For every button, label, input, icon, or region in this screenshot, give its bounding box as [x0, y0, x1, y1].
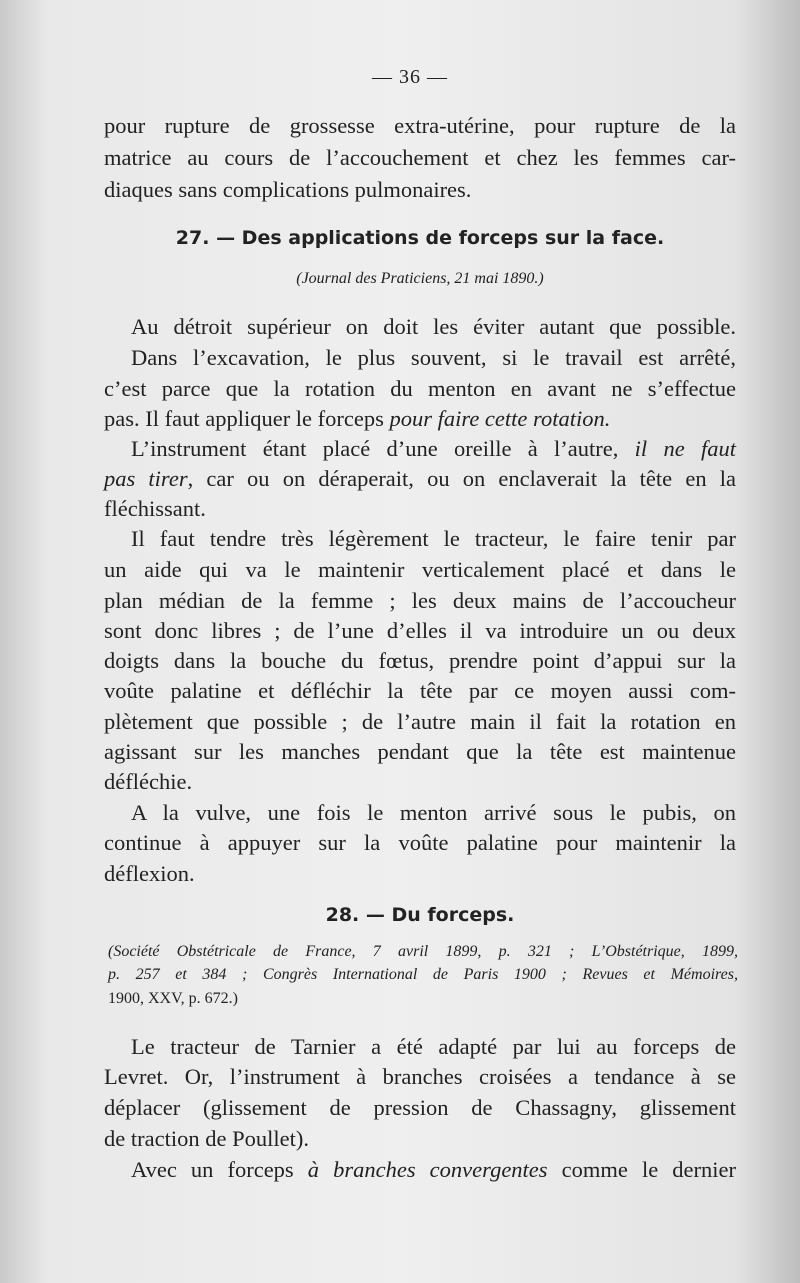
- text-line: [104, 466, 736, 492]
- italic-span: il ne faut: [634, 436, 736, 461]
- section-27-heading: 27. — Des applications de forceps sur la face.: [175, 227, 665, 249]
- text-line: Au détroit supérieur on doit les éviter autant que possible.: [131, 314, 736, 339]
- text-line: [104, 406, 736, 432]
- text-line: [131, 436, 736, 462]
- text-line: matrice au cours de l’accouchement et chez les femmes car-: [104, 145, 736, 170]
- text-line: voûte palatine et défléchir la tête par ce moyen aussi com-: [104, 678, 736, 703]
- text-line: Levret. Or, l’instrument à branches croisées a tendance à se: [104, 1064, 736, 1089]
- section-28-heading: 28. — Du forceps.: [325, 904, 515, 926]
- text-line: c’est parce que la rotation du menton en avant ne s’effectue: [104, 376, 736, 401]
- text-line: Le tracteur de Tarnier a été adapté par lui au forceps de: [131, 1034, 736, 1059]
- text-line: [131, 1157, 736, 1183]
- italic-span: pas tirer: [104, 466, 188, 491]
- text-span: pas. Il faut appliquer le forceps: [104, 406, 390, 431]
- text-span: Avec un forceps: [131, 1157, 308, 1182]
- text-line: fléchissant.: [104, 496, 206, 521]
- text-line: défléchie.: [104, 769, 193, 794]
- section-28-citation-line: p. 257 et 384 ; Congrès International de Paris 1900 ; Revues et Mémoires,: [108, 966, 738, 983]
- text-line: agissant sur les manches pendant que la tête est maintenue: [104, 739, 736, 764]
- text-line: plètement que possible ; de l’autre main il fait la rotation en: [104, 709, 736, 734]
- text-line: diaques sans complications pulmonaires.: [104, 177, 472, 202]
- text-line: doigts dans la bouche du fœtus, prendre point d’appui sur la: [104, 648, 736, 673]
- italic-span: pour faire cette rotation.: [389, 406, 611, 431]
- text-line: de traction de Poullet).: [104, 1126, 309, 1151]
- text-line: Dans l’excavation, le plus souvent, si le travail est arrêté,: [131, 345, 736, 370]
- section-28-citation-line: 1900, XXV, p. 672.): [108, 990, 238, 1007]
- text-line: Il faut tendre très légèrement le tracteur, le faire tenir par: [131, 526, 736, 551]
- section-27-citation: (Journal des Praticiens, 21 mai 1890.): [296, 270, 544, 287]
- italic-span: à branches convergentes: [307, 1157, 548, 1182]
- text-line: un aide qui va le maintenir verticalement placé et dans le: [104, 557, 736, 582]
- text-line: déflexion.: [104, 861, 195, 886]
- text-span: comme le dernier: [547, 1157, 736, 1182]
- text-line: pour rupture de grossesse extra-utérine, pour rupture de la: [104, 113, 736, 138]
- text-span: L’instrument étant placé d’une oreille à l’autre,: [131, 436, 635, 461]
- text-line: plan médian de la femme ; les deux mains de l’accoucheur: [104, 588, 736, 613]
- page-number: — 36 —: [372, 66, 448, 88]
- text-line: déplacer (glissement de pression de Chassagny, glissement: [104, 1095, 736, 1120]
- section-28-citation-line: (Société Obstétricale de France, 7 avril 1899, p. 321 ; L’Obstétrique, 1899,: [108, 943, 738, 960]
- text-line: sont donc libres ; de l’une d’elles il va introduire un ou deux: [104, 618, 736, 643]
- text-line: A la vulve, une fois le menton arrivé sous le pubis, on: [131, 800, 736, 825]
- text-span: , car ou on déraperait, ou on enclaverait la tête en la: [187, 466, 736, 491]
- text-line: continue à appuyer sur la voûte palatine pour maintenir la: [104, 830, 736, 855]
